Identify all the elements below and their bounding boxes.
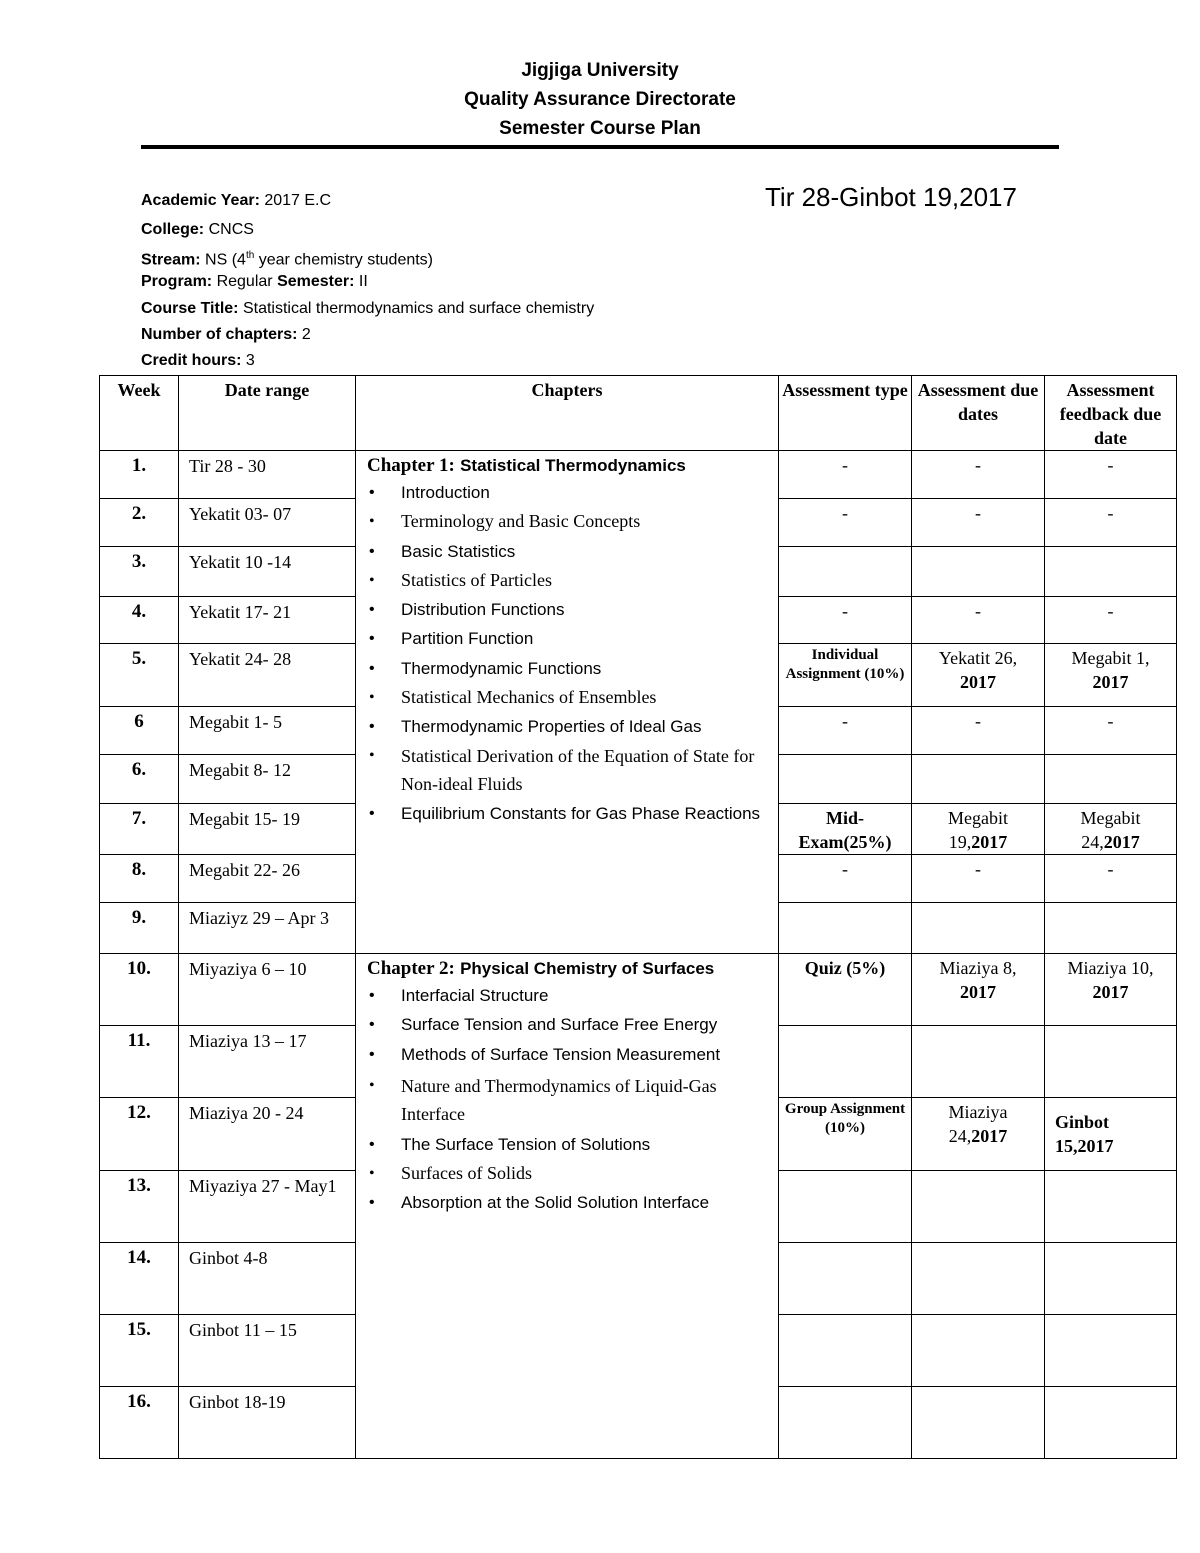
week-number: 8. (100, 855, 179, 903)
assessment-type: - (779, 597, 912, 644)
assessment-type: Individual Assignment (10%) (779, 644, 912, 707)
date-range: Ginbot 4-8 (179, 1243, 356, 1315)
list-item: • Interfacial Structure (367, 981, 766, 1010)
list-item: • Partition Function (367, 624, 766, 653)
list-item: • Surface Tension and Surface Free Energy (367, 1010, 766, 1039)
academic-year-line: Academic Year: 2017 E.C (141, 192, 332, 209)
assessment-due: - (912, 597, 1045, 644)
week-number: 2. (100, 499, 179, 547)
assessment-feedback (1045, 1243, 1177, 1315)
assessment-due (912, 1387, 1045, 1459)
list-item: • Nature and Thermodynamics of Liquid-Gas Interface (367, 1072, 766, 1130)
assessment-feedback: - (1045, 855, 1177, 903)
list-item: • Absorption at the Solid Solution Interface (367, 1188, 766, 1217)
assessment-type: Mid- Exam(25%) (779, 804, 912, 855)
date-range: Miaziya 13 – 17 (179, 1026, 356, 1098)
list-item: • Basic Statistics (367, 537, 766, 566)
assessment-due: - (912, 707, 1045, 755)
assessment-type (779, 903, 912, 954)
list-item: • Statistical Derivation of the Equation of State for Non-ideal Fluids (367, 742, 766, 800)
week-number: 4. (100, 597, 179, 644)
assessment-type: Quiz (5%) (779, 954, 912, 1026)
week-number: 10. (100, 954, 179, 1026)
assessment-feedback: - (1045, 451, 1177, 499)
university-name: Jigjiga University (521, 60, 679, 81)
week-header: Week (100, 376, 179, 451)
date-range: Yekatit 17- 21 (179, 597, 356, 644)
assessment-feedback (1045, 1026, 1177, 1098)
course-plan-table (99, 375, 1177, 1459)
date-range: Miaziyz 29 – Apr 3 (179, 903, 356, 954)
date-range: Miyaziya 27 - May1 (179, 1171, 356, 1243)
program-line: Program: Regular Semester: II (141, 273, 368, 290)
assessment-feedback: - (1045, 597, 1177, 644)
week-number: 13. (100, 1171, 179, 1243)
directorate-name: Quality Assurance Directorate (464, 89, 736, 110)
assessment-due (912, 1026, 1045, 1098)
date-range: Ginbot 18-19 (179, 1387, 356, 1459)
list-item: • Methods of Surface Tension Measurement (367, 1040, 766, 1072)
week-number: 9. (100, 903, 179, 954)
course-title-line: Course Title: Statistical thermodynamics and surface chemistry (141, 300, 595, 317)
assessment-feedback (1045, 547, 1177, 597)
list-item: • The Surface Tension of Solutions (367, 1130, 766, 1159)
date-range: Megabit 8- 12 (179, 755, 356, 804)
assessment-due (912, 755, 1045, 804)
assessment-type: - (779, 499, 912, 547)
assessment-due: Megabit 19,2017 (912, 804, 1045, 855)
date-range: Yekatit 10 -14 (179, 547, 356, 597)
stream-line: Stream: NS (4th year chemistry students) (141, 250, 434, 269)
date-range: Miyaziya 6 – 10 (179, 954, 356, 1026)
week-number: 3. (100, 547, 179, 597)
list-item: • Introduction (367, 478, 766, 507)
assessment-type: - (779, 707, 912, 755)
assessment-type (779, 1387, 912, 1459)
chapter-2-topics (367, 981, 766, 1217)
college-line: College: CNCS (141, 221, 254, 238)
assessment-type: - (779, 855, 912, 903)
date-range: Megabit 15- 19 (179, 804, 356, 855)
assessment-due: Miaziya 8, 2017 (912, 954, 1045, 1026)
assessment-feedback: Ginbot 15,2017 (1045, 1098, 1177, 1171)
assessment-due: - (912, 451, 1045, 499)
chapter-1-topics (367, 478, 766, 830)
week-number: 14. (100, 1243, 179, 1315)
assessment-due (912, 903, 1045, 954)
assessment-feedback: Miaziya 10, 2017 (1045, 954, 1177, 1026)
list-item: • Terminology and Basic Concepts (367, 507, 766, 536)
course-date-span: Tir 28-Ginbot 19,2017 (765, 182, 1017, 212)
week-number: 11. (100, 1026, 179, 1098)
chapters-count-line: Number of chapters: 2 (141, 326, 311, 343)
assessment-type: - (779, 451, 912, 499)
date-range: Ginbot 11 – 15 (179, 1315, 356, 1387)
date-range: Megabit 22- 26 (179, 855, 356, 903)
table-row (100, 451, 1177, 499)
assessment-feedback (1045, 1171, 1177, 1243)
list-item: • Thermodynamic Properties of Ideal Gas (367, 712, 766, 741)
assessment-due (912, 1315, 1045, 1387)
assessment-type (779, 547, 912, 597)
assessment-due: Miaziya 24,2017 (912, 1098, 1045, 1171)
chapter-1-title: Chapter 1: Statistical Thermodynamics (367, 455, 686, 476)
assessment-due: Yekatit 26, 2017 (912, 644, 1045, 707)
week-number: 6. (100, 755, 179, 804)
chapter-1-cell (356, 451, 779, 954)
assessment-type (779, 1171, 912, 1243)
week-number: 1. (100, 451, 179, 499)
assessment-due (912, 547, 1045, 597)
assessment-feedback: Megabit 24,2017 (1045, 804, 1177, 855)
assessment-type (779, 755, 912, 804)
week-number: 7. (100, 804, 179, 855)
assessment-type-header: Assessment type (779, 376, 912, 451)
credit-hours-line: Credit hours: 3 (141, 352, 255, 369)
chapter-2-cell (356, 954, 779, 1459)
week-number: 5. (100, 644, 179, 707)
table-row (100, 954, 1177, 1026)
date-range: Megabit 1- 5 (179, 707, 356, 755)
table-header-row (100, 376, 1177, 451)
assessment-due (912, 1171, 1045, 1243)
date-range: Miaziya 20 - 24 (179, 1098, 356, 1171)
assessment-feedback: - (1045, 707, 1177, 755)
assessment-feedback (1045, 903, 1177, 954)
list-item: • Statistical Mechanics of Ensembles (367, 683, 766, 712)
assessment-type (779, 1315, 912, 1387)
list-item: • Distribution Functions (367, 595, 766, 624)
assessment-feedback (1045, 1315, 1177, 1387)
date-range-header: Date range (179, 376, 356, 451)
assessment-due: - (912, 855, 1045, 903)
date-range: Yekatit 24- 28 (179, 644, 356, 707)
list-item: • Equilibrium Constants for Gas Phase Reactions (367, 800, 766, 830)
week-number: 6 (100, 707, 179, 755)
assessment-due (912, 1243, 1045, 1315)
list-item: • Surfaces of Solids (367, 1159, 766, 1188)
assessment-due: - (912, 499, 1045, 547)
chapter-2-title: Chapter 2: Physical Chemistry of Surfaces (367, 958, 715, 979)
list-item: • Thermodynamic Functions (367, 654, 766, 683)
date-range: Tir 28 - 30 (179, 451, 356, 499)
week-number: 15. (100, 1315, 179, 1387)
assessment-feedback: - (1045, 499, 1177, 547)
assessment-type (779, 1243, 912, 1315)
assessment-feedback-header: Assessment feedback due date (1045, 376, 1177, 451)
assessment-feedback (1045, 1387, 1177, 1459)
document-title: Semester Course Plan (499, 118, 701, 139)
date-range: Yekatit 03- 07 (179, 499, 356, 547)
week-number: 16. (100, 1387, 179, 1459)
assessment-feedback: Megabit 1, 2017 (1045, 644, 1177, 707)
assessment-type: Group Assignment (10%) (779, 1098, 912, 1171)
chapters-header: Chapters (356, 376, 779, 451)
assessment-due-header: Assessment due dates (912, 376, 1045, 451)
assessment-feedback (1045, 755, 1177, 804)
week-number: 12. (100, 1098, 179, 1171)
assessment-type (779, 1026, 912, 1098)
list-item: • Statistics of Particles (367, 566, 766, 595)
header-rule (141, 145, 1059, 149)
